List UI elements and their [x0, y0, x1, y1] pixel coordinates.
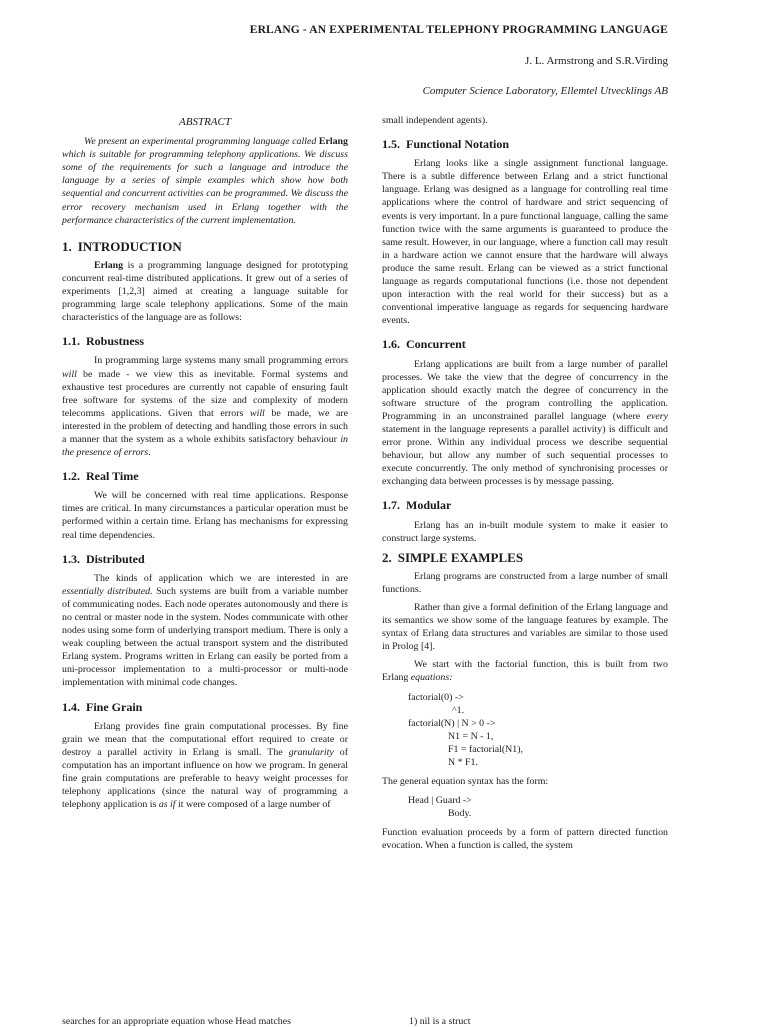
- paper-title: ERLANG - AN EXPERIMENTAL TELEPHONY PROGRAMMING LANGUAGE: [249, 24, 668, 36]
- section-heading-simple-examples: 2. SIMPLE EXAMPLES: [382, 549, 524, 565]
- section-heading-robustness: 1.1. Robustness: [62, 334, 145, 349]
- code-line: factorial(N) | N > 0 ->: [408, 717, 496, 729]
- modular-paragraph: Erlang has an in-built module system to make it easier to construct large systems.: [382, 519, 668, 544]
- code-line: Body.: [448, 807, 472, 819]
- section-heading-real-time: 1.2. Real Time: [62, 469, 139, 484]
- code-line: N * F1.: [448, 756, 478, 768]
- robustness-paragraph: In programming large systems many small programming errors will be made - we view this as inevitable. Formal systems and exhaustive test procedures are currently not capable of ensuring fault free software for systems of the size and complexity of modern telecomms applications. Given that errors will be made, we are interested in the problem of detecting and handling those errors in such a manner that the system as a whole exhibits satisfactory behaviour in the presence of errors.: [62, 355, 348, 459]
- section-heading-fine-grain: 1.4. Fine Grain: [62, 699, 143, 714]
- continued-text: small independent agents).: [382, 115, 488, 126]
- examples-paragraph-3: We start with the factorial function, this is built from two Erlang equations:: [382, 659, 668, 684]
- abstract-text: We present an experimental programming language called Erlang which is suitable for programming telephony applications. We discuss some of the requirements for such a language and introduce the language by a series of simple examples which show how both sequential and concurrent activities can be programmed. We discuss the error recovery mechanism used in Erlang together with the performance characteristics of the current implementation.: [62, 136, 348, 226]
- section-heading-concurrent: 1.6. Concurrent: [382, 337, 466, 352]
- affiliation: Computer Science Laboratory, Ellemtel Utvecklings AB: [422, 85, 668, 97]
- next-page-fragment-left: searches for an appropriate equation whose Head matches: [62, 1016, 291, 1027]
- section-heading-functional-notation: 1.5. Functional Notation: [382, 137, 510, 152]
- right-column: [382, 114, 668, 857]
- section-heading-introduction: 1. INTRODUCTION: [62, 238, 182, 254]
- section-heading-distributed: 1.3. Distributed: [62, 551, 145, 566]
- intro-paragraph: Erlang is a programming language designed for prototyping concurrent real-time distributed applications. It grew out of a series of experiments [1,2,3] aimed at creating a language suitable for programming large scale telephony applications. Some of the main characteristics of the language are as follows:: [62, 259, 348, 324]
- concurrent-paragraph: Erlang applications are built from a large number of parallel processes. We take the view that the degree of concurrency in the application should exactly match the degree of concurrency in the software structure of the program controlling the application. Programming in an unconstrained parallel language (where every statement in the language represents a parallel activity) is difficult and error prone. Within any individual process we describe sequential behaviour, but allow any number of such sequential processes to execute concurrently. The only method of synchronising processes or exchanging data between processes is by message passing.: [382, 358, 668, 488]
- factorial-code-block: [408, 691, 668, 769]
- fine-grain-paragraph: Erlang provides fine grain computational processes. By fine grain we mean that the computational effort required to create or destroy a parallel activity in Erlang is small. The granularity of computation has an important influence on how we program. In general fine grain computations are preferable to heavy weight processes for telephony applications (since the natural way of programming a telephony application is as if it were composed of a large number of: [62, 720, 348, 811]
- code-line: Head | Guard ->: [408, 794, 472, 806]
- real-time-paragraph: We will be concerned with real time applications. Response times are critical. In many circumstances a particular operation must be performed within a certain time. Erlang has mechanisms for expressing real time dependencies.: [62, 490, 348, 541]
- examples-paragraph-2: Rather than give a formal definition of the Erlang language and its semantics we show some of the language features by example. The syntax of Erlang data structures and variables are similar to those used in Prolog [4].: [382, 602, 668, 653]
- functional-notation-paragraph: Erlang looks like a single assignment functional language. There is a subtle difference between Erlang and a strict functional language. Erlang was designed as a language for controlling real time applications where the control of hardware and strict sequencing of events is very important. In a pure functional language, calling the same function twice with the same arguments is guaranteed to produce the same result. However, in our language, where a function call may result in a hardware action we cannot ensure that the hardware will always produce the same result. Erlang can be viewed as a strict functional language as regards computational functions (i.e. those not dependent upon interaction with the real world for their success) but as a conventional imperative language as regards for sequencing hardware events.: [382, 158, 668, 327]
- code-line: F1 = factorial(N1),: [448, 743, 523, 755]
- syntax-intro: The general equation syntax has the form:: [382, 775, 549, 787]
- evaluation-paragraph: Function evaluation proceeds by a form of pattern directed function evocation. When a function is called, the system: [382, 826, 668, 851]
- syntax-code-block: [408, 794, 668, 820]
- authors: J. L. Armstrong and S.R.Virding: [525, 55, 668, 67]
- section-heading-modular: 1.7. Modular: [382, 498, 452, 513]
- code-line: N1 = N - 1,: [448, 730, 494, 742]
- next-page-fragment-right: 1) nil is a struct: [409, 1016, 471, 1027]
- code-line: factorial(0) ->: [408, 691, 464, 703]
- code-line: ^1.: [452, 704, 465, 716]
- distributed-paragraph: The kinds of application which we are interested in are essentially distributed. Such systems are built from a variable number of communicating nodes. Each node operates autonomously and there is no central or master node in the system. Nodes communicate with other nodes using some form of underlying transport medium. There is only a weak coupling between the actual transport system and the distributed Erlang system. Programs written in Erlang can easily be ported from a uni-processor implementation to a multi-processor or multi-node implementation with minimal code changes.: [62, 572, 348, 689]
- examples-paragraph-1: Erlang programs are constructed from a large number of small functions.: [382, 570, 668, 595]
- abstract-heading: ABSTRACT: [179, 116, 231, 128]
- left-column: [62, 114, 348, 816]
